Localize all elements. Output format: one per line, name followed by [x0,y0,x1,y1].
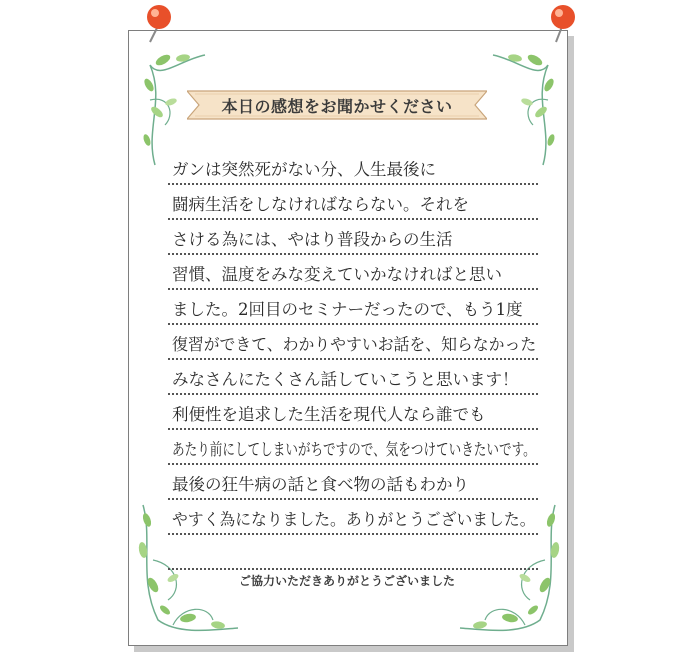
handwritten-text: 習慣、温度をみな変えていかなければと思い [172,265,502,284]
handwritten-text: ガンは突然死がない分、人生最後に [172,160,436,179]
writing-line [168,360,538,395]
writing-line [168,430,538,465]
writing-line [168,395,538,430]
footer-thanks: ご協力いただきありがとうございました [238,574,455,588]
writing-line [168,465,538,500]
writing-line [168,150,538,185]
handwritten-text: あたり前にしてしまいがちですので、気をつけていきたいです。 [172,440,536,459]
handwritten-text: やすく為になりました。ありがとうございました。 [172,510,536,529]
writing-line [168,220,538,255]
header-title: 本日の感想をお聞かせください [221,96,453,116]
handwritten-text: 復習ができて、わかりやすいお話を、知らなかった [172,335,537,354]
writing-line [168,535,538,570]
writing-line [168,290,538,325]
handwritten-text: 最後の狂牛病の話と食べ物の話もわかり [172,475,469,494]
handwritten-text: 闘病生活をしなければならない。それを [172,195,469,214]
handwritten-text: みなさんにたくさん話していこうと思います！ [172,370,519,389]
handwritten-text: さける為には、やはり普段からの生活 [172,230,453,249]
handwritten-response [168,150,538,570]
writing-line [168,325,538,360]
handwritten-text: 利便性を追求した生活を現代人なら誰でも [172,405,486,424]
writing-line [168,185,538,220]
handwritten-text: ました。2回目のセミナーだったので、もう1度 [172,300,523,319]
writing-line [168,255,538,290]
writing-line [168,500,538,535]
